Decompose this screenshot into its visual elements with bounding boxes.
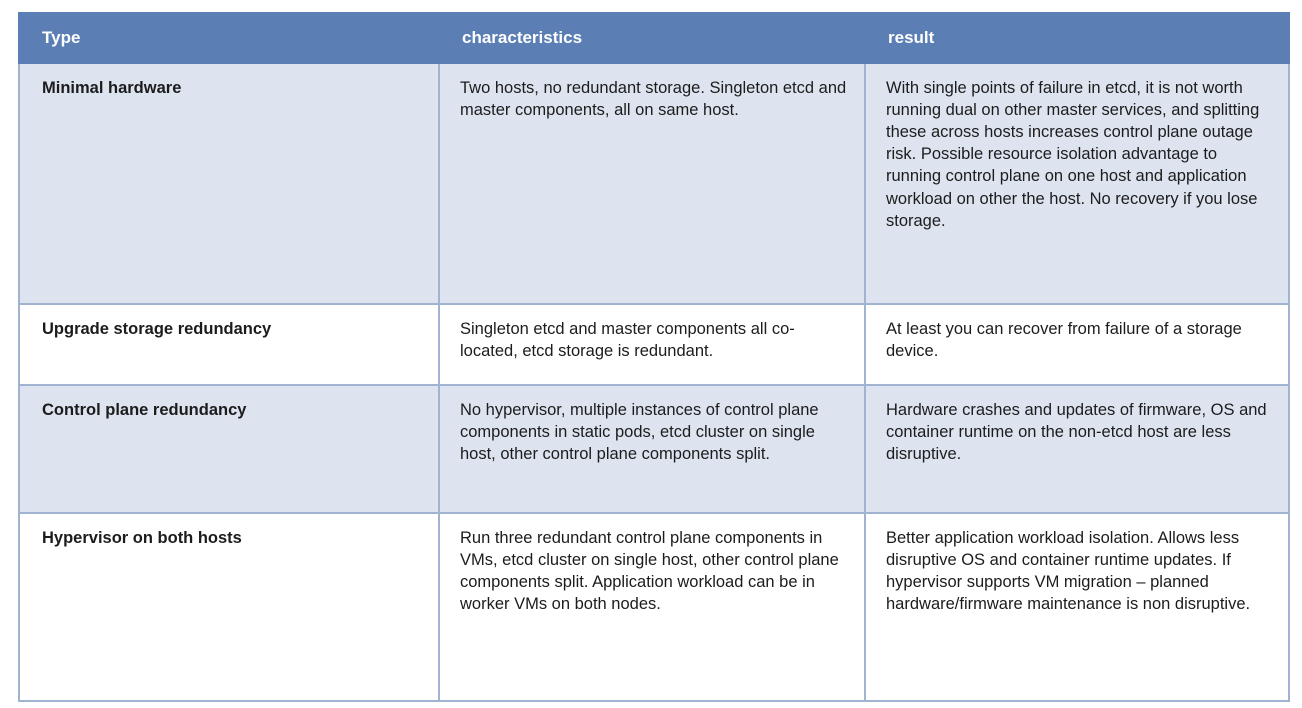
table-row [19, 63, 1289, 304]
cell-characteristics: Singleton etcd and master components all co-located, etcd storage is redundant. [439, 304, 865, 385]
header-row [19, 13, 1289, 63]
cell-type: Control plane redundancy [19, 385, 439, 513]
cluster-options-table [18, 12, 1290, 702]
header-result: result [865, 13, 1289, 63]
cell-characteristics: Run three redundant control plane components in VMs, etcd cluster on single host, other control plane components split. Application workload can be in worker VMs on both nodes. [439, 513, 865, 701]
cell-result: Better application workload isolation. Allows less disruptive OS and container runtime updates. If hypervisor supports VM migration – planned hardware/firmware maintenance is non disruptive. [865, 513, 1289, 701]
cell-characteristics: No hypervisor, multiple instances of control plane components in static pods, etcd cluster on single host, other control plane components split. [439, 385, 865, 513]
header-characteristics: characteristics [439, 13, 865, 63]
cell-type: Upgrade storage redundancy [19, 304, 439, 385]
table-row [19, 385, 1289, 513]
header-type: Type [19, 13, 439, 63]
cell-result: Hardware crashes and updates of firmware, OS and container runtime on the non-etcd host are less disruptive. [865, 385, 1289, 513]
table-row [19, 513, 1289, 701]
cell-type: Hypervisor on both hosts [19, 513, 439, 701]
cell-characteristics: Two hosts, no redundant storage. Singleton etcd and master components, all on same host. [439, 63, 865, 304]
cell-result: With single points of failure in etcd, it is not worth running dual on other master services, and splitting these across hosts increases control plane outage risk. Possible resource isolation advantage to running control plane on one host and application workload on other the host. No recovery if you lose storage. [865, 63, 1289, 304]
cell-type: Minimal hardware [19, 63, 439, 304]
table-row [19, 304, 1289, 385]
table-body [19, 63, 1289, 701]
cell-result: At least you can recover from failure of a storage device. [865, 304, 1289, 385]
